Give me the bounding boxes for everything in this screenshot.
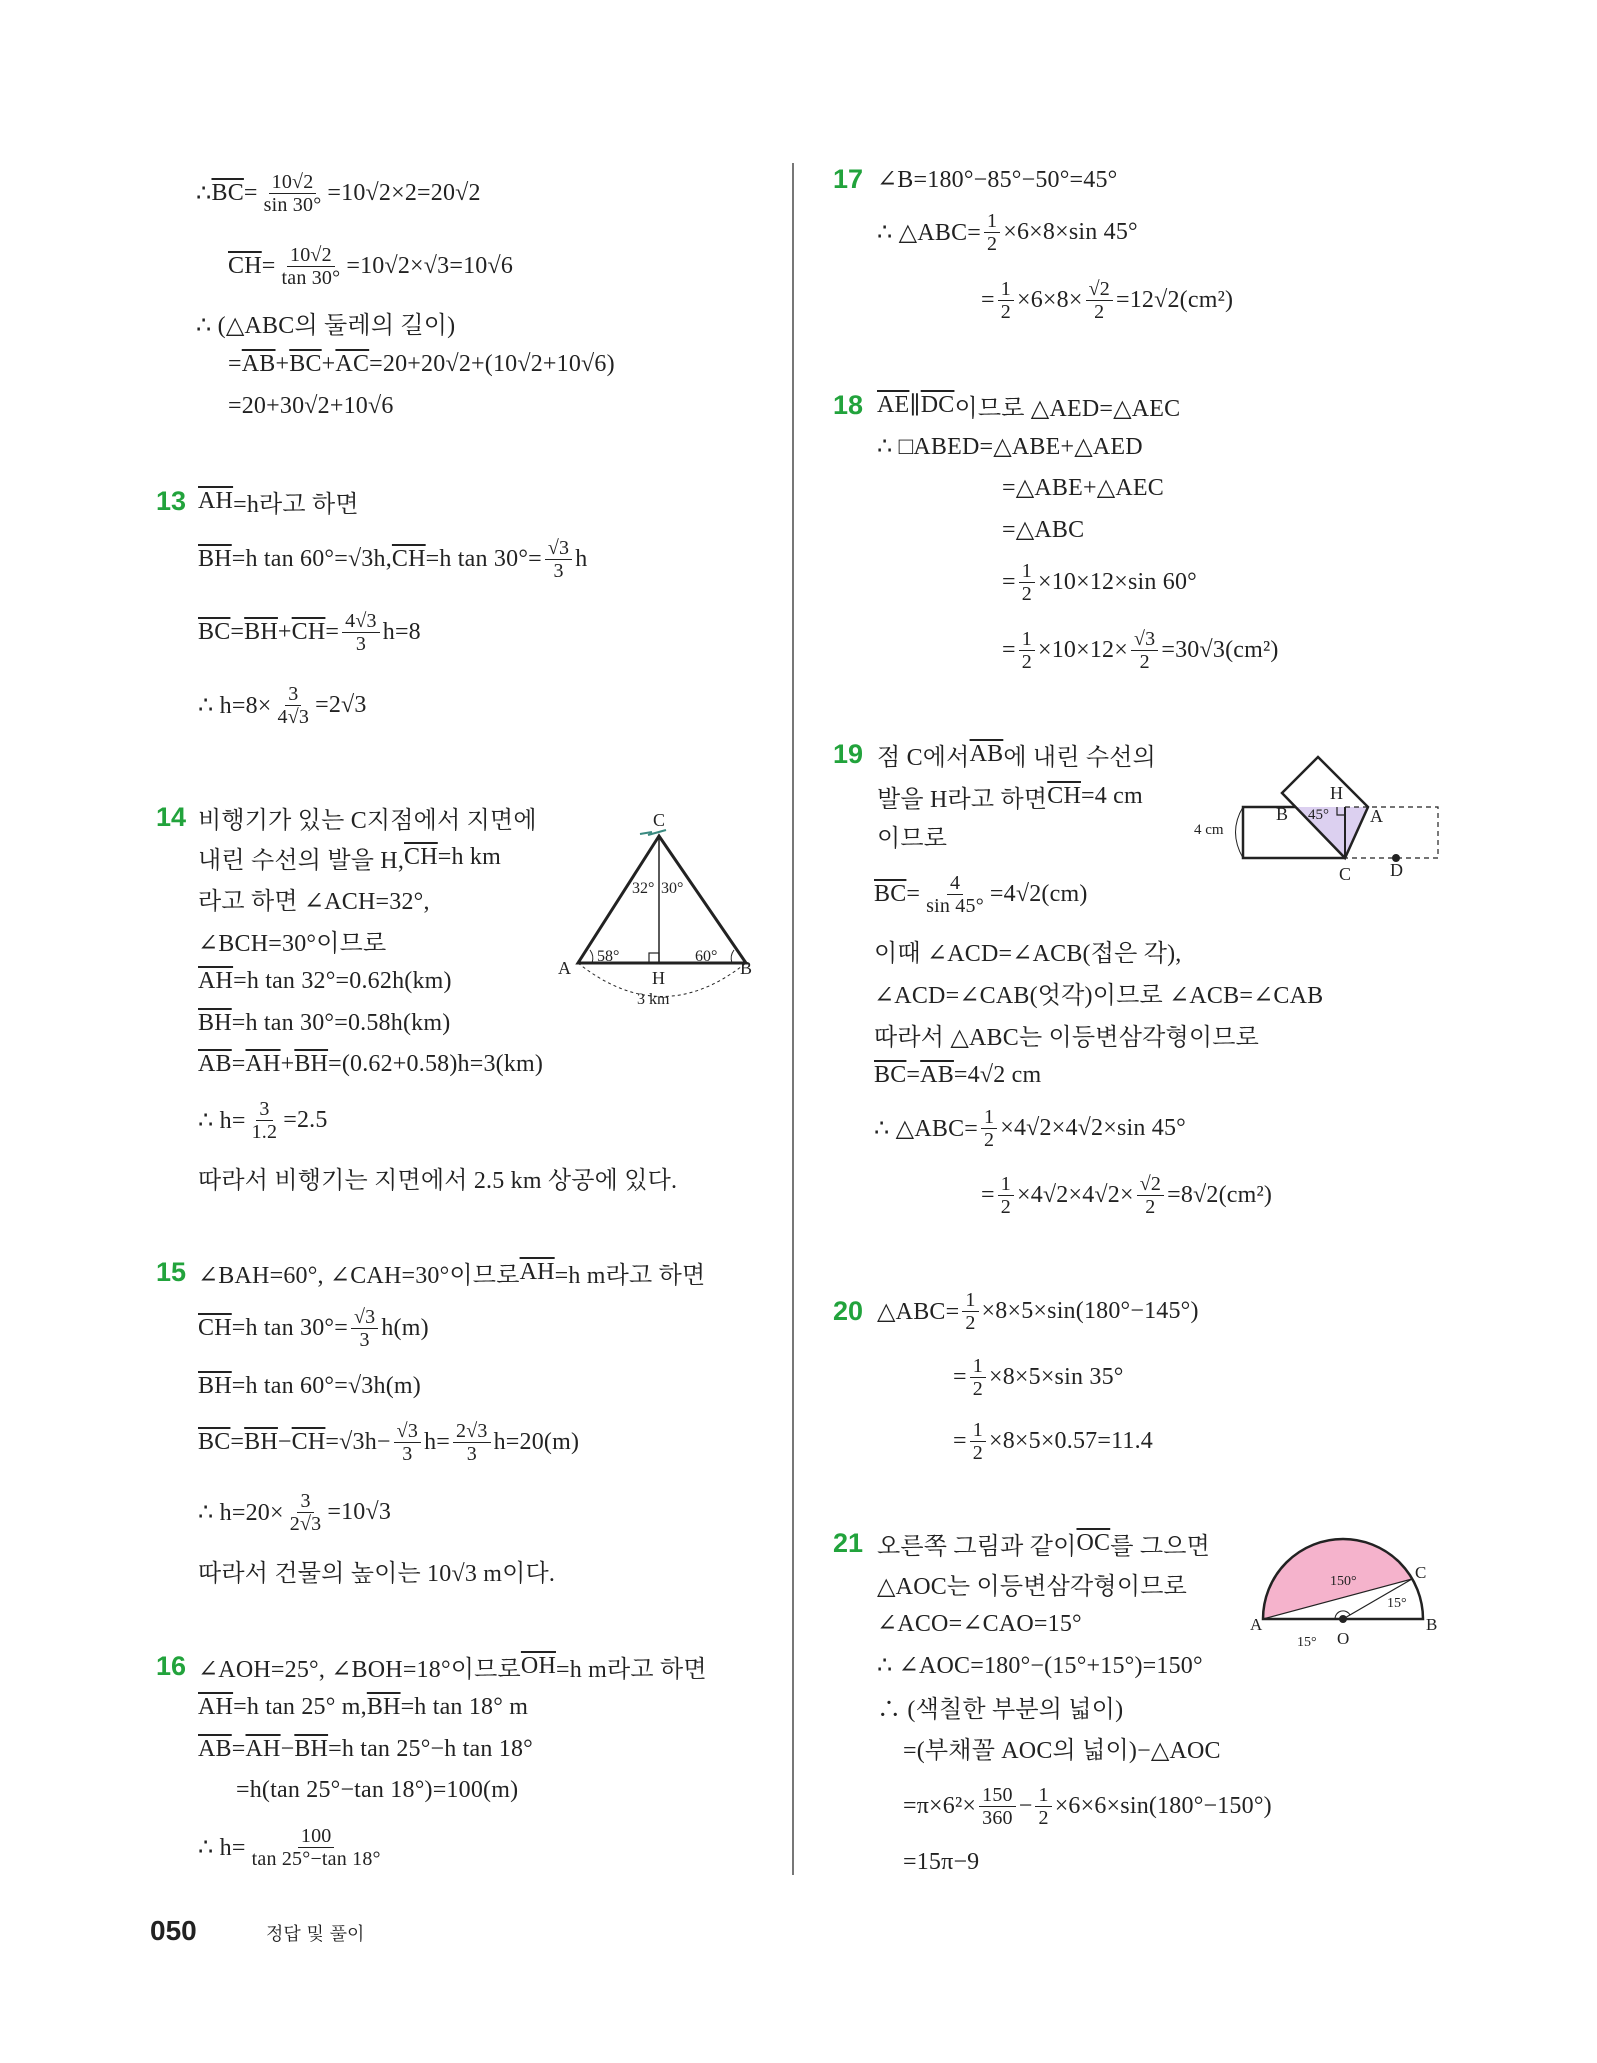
segment: $\overline{AB}$ <box>198 1050 232 1077</box>
segment: $\overline{BH}$ <box>198 1372 232 1399</box>
problem-number: 20 <box>833 1295 864 1326</box>
fraction: √3 3 <box>351 1306 378 1351</box>
fraction: 1 2 <box>984 210 1000 255</box>
label-angle-150: 150° <box>1330 1574 1357 1589</box>
fraction: 100 tan 25°−tan 18° <box>251 1824 381 1870</box>
label-angle-32: 32° <box>632 880 655 897</box>
segment: $\overline{BC}$ <box>198 1428 231 1455</box>
fraction: 1 2 <box>1035 1784 1051 1829</box>
math-line: = 1 2 ×10×12× √3 2 =30√3(cm²) <box>1002 627 1279 673</box>
segment: $\overline{DC}$ <box>920 391 955 418</box>
segment: $\overline{BH}$ <box>198 545 232 572</box>
label-a: A <box>558 958 571 978</box>
math-line: = $\overline{AB}$ + $\overline{BC}$ + $\overline{AC}$ =20+20√2+(10√2+10√6) <box>228 350 615 377</box>
math-line: $\overline{AH}$ =h tan 25° m, $\overline{BH}$ =h tan 18° m <box>198 1693 529 1720</box>
math-line: $\overline{AH}$ =h라고 하면 <box>198 487 359 518</box>
segment: $\overline{CH}$ <box>291 1428 326 1455</box>
problem-number: 17 <box>833 163 864 194</box>
label-o: O <box>1337 1629 1350 1648</box>
math-line: ∠ACD=∠CAB(엇각)이므로 ∠ACB=∠CAB <box>874 982 1324 1009</box>
label-b: B <box>1426 1615 1438 1634</box>
math-line: ∴ h=8× 3 4√3 =2√3 <box>198 682 367 728</box>
segment: $\overline{CH}$ <box>404 843 438 870</box>
segment: $\overline{OC}$ <box>1076 1529 1111 1556</box>
segment: $\overline{AB}$ <box>920 1061 954 1088</box>
label-a: A <box>1250 1615 1263 1634</box>
problem-number: 16 <box>156 1650 187 1681</box>
math-line: ∴ △ABC= 1 2 ×6×8×sin 45° <box>877 209 1138 255</box>
math-line: $\overline{AB}$ = $\overline{AH}$ + $\overline{BH}$ =(0.62+0.58)h=3(km) <box>198 1050 544 1077</box>
segment: $\overline{AH}$ <box>198 487 234 514</box>
label-c: C <box>653 810 666 830</box>
math-line: 라고 하면 ∠ACH=32°, <box>198 888 430 915</box>
segment: $\overline{BH}$ <box>244 618 278 645</box>
math-line: $\overline{AH}$ =h tan 32°=0.62h(km) <box>198 967 452 994</box>
segment: $\overline{AE}$ <box>877 391 910 418</box>
label-d: D <box>1390 860 1403 880</box>
math-line: =15π−9 <box>903 1848 980 1875</box>
math-line: = 1 2 ×4√2×4√2× √2 2 =8√2(cm²) <box>981 1172 1273 1218</box>
fraction: 3 1.2 <box>251 1097 278 1143</box>
math-line: 따라서 비행기는 지면에서 2.5 km 상공에 있다. <box>198 1167 678 1194</box>
fraction: 1 2 <box>962 1289 978 1334</box>
math-line: =π×6²× 150 360 − 1 2 ×6×6×sin(180°−150°) <box>903 1783 1272 1829</box>
math-line: =20+30√2+10√6 <box>228 392 394 419</box>
segment: $\overline{BC}$ <box>874 880 907 907</box>
math-line: ∴ △ABC= 1 2 ×4√2×4√2×sin 45° <box>874 1105 1186 1151</box>
math-line: = 1 2 ×6×8× √2 2 =12√2(cm²) <box>981 277 1234 323</box>
segment: $\overline{AB}$ <box>241 350 276 377</box>
math-line: $\overline{BC}$ = 4 sin 45° =4√2(cm) <box>874 871 1088 917</box>
segment: $\overline{AH}$ <box>198 967 234 994</box>
segment: $\overline{CH}$ <box>228 252 262 279</box>
problem-number: 15 <box>156 1256 187 1287</box>
math-line: =△ABC <box>1002 516 1085 543</box>
problem-number: 21 <box>833 1527 864 1558</box>
math-line: $\overline{BH}$ =h tan 60°=√3h, $\overline{CH}$ =h tan 30°= √3 3 h <box>198 536 588 582</box>
math-line: $\overline{AE}$ ∥ $\overline{DC}$ 이므로 △AED=△AEC <box>877 391 1181 422</box>
math-line: △ABC= 1 2 ×8×5×sin(180°−145°) <box>877 1288 1199 1334</box>
math-line: 발을 H라고 하면 $\overline{CH}$ =4 cm <box>877 782 1143 813</box>
fraction: 1 2 <box>981 1106 997 1151</box>
segment: $\overline{CH}$ <box>1047 782 1081 809</box>
math-line: ∠ACO=∠CAO=15° <box>877 1610 1082 1637</box>
math-line: =h(tan 25°−tan 18°)=100(m) <box>236 1776 519 1803</box>
math-line: △AOC는 이등변삼각형이므로 <box>877 1573 1187 1600</box>
label-c: C <box>1415 1563 1427 1582</box>
math-line: = 1 2 ×8×5×sin 35° <box>953 1354 1124 1400</box>
page-number: 050 <box>150 1915 197 1946</box>
problem-number: 13 <box>156 485 187 516</box>
math-line: $\overline{BC}$ = $\overline{BH}$ + $\overline{CH}$ = 4√3 3 h=8 <box>198 609 421 655</box>
label-side: 4 cm <box>1194 822 1224 838</box>
math-line: 오른쪽 그림과 같이 $\overline{OC}$ 를 그으면 <box>877 1529 1210 1560</box>
problem-number: 19 <box>833 738 864 769</box>
fraction: 150 360 <box>979 1784 1016 1829</box>
segment: $\overline{CH}$ <box>198 1314 232 1341</box>
segment: $\overline{BC}$ <box>874 1061 907 1088</box>
label-b: B <box>740 958 753 978</box>
segment: $\overline{BH}$ <box>294 1050 329 1077</box>
fraction: 1 2 <box>998 1173 1014 1218</box>
math-line: ∴ h=20× 3 2√3 =10√3 <box>198 1489 392 1535</box>
math-line: = 1 2 ×10×12×sin 60° <box>1002 559 1197 605</box>
segment: $\overline{AH}$ <box>198 1693 234 1720</box>
fraction: 1 2 <box>1019 560 1035 605</box>
fraction: 1 2 <box>970 1355 986 1400</box>
fraction: √3 2 <box>1131 628 1158 673</box>
math-line: 이므로 <box>877 825 948 852</box>
fraction: 3 4√3 <box>277 682 310 728</box>
math-line: ∴ $\overline{BC}$ = 10√2 sin 30° =10√2×2=20√2 <box>196 170 481 216</box>
label-c: C <box>1339 864 1352 884</box>
fraction: 1 2 <box>970 1419 986 1464</box>
fraction: 3 2√3 <box>289 1489 322 1535</box>
math-line: ∴ (색칠한 부분의 넓이) <box>877 1696 1124 1723</box>
fraction: √2 2 <box>1086 278 1113 323</box>
segment: $\overline{CH}$ <box>391 545 426 572</box>
fraction: 1 2 <box>1019 628 1035 673</box>
math-line: ∠BAH=60°, ∠CAH=30°이므로 $\overline{AH}$ =h m라고 하면 <box>198 1258 706 1289</box>
math-line: 따라서 건물의 높이는 10√3 m이다. <box>198 1560 556 1587</box>
label-angle-30: 30° <box>661 880 684 897</box>
math-line: ∴ □ABED=△ABE+△AED <box>877 433 1143 460</box>
segment: $\overline{CH}$ <box>291 618 326 645</box>
diagram-19-labels <box>1194 783 1403 884</box>
math-line: $\overline{BC}$ = $\overline{BH}$ − $\overline{CH}$ =√3h− √3 3 h= 2√3 3 h=20(m) <box>198 1419 580 1465</box>
segment: $\overline{AC}$ <box>335 350 370 377</box>
fraction: √2 2 <box>1137 1173 1164 1218</box>
math-line: ∠B=180°−85°−50°=45° <box>877 166 1118 193</box>
math-line: ∴ h= 3 1.2 =2.5 <box>198 1097 328 1143</box>
math-line: ∴ (△ABC의 둘레의 길이) <box>196 312 456 339</box>
fraction: √3 3 <box>545 537 572 582</box>
segment: $\overline{AH}$ <box>245 1050 281 1077</box>
label-angle-58: 58° <box>597 948 620 965</box>
math-line: = 1 2 ×8×5×0.57=11.4 <box>953 1418 1154 1464</box>
problem-number: 18 <box>833 389 864 420</box>
segment: $\overline{AB}$ <box>198 1735 232 1762</box>
math-line: 비행기가 있는 C지점에서 지면에 <box>198 807 537 834</box>
label-angle-15-a: 15° <box>1297 1635 1317 1650</box>
label-h: H <box>652 968 665 988</box>
label-angle-60: 60° <box>695 948 718 965</box>
fraction: 1 2 <box>998 278 1014 323</box>
label-angle-15-c: 15° <box>1387 1596 1407 1611</box>
math-line: =△ABE+△AEC <box>1002 474 1164 501</box>
label-angle-45: 45° <box>1308 807 1329 823</box>
segment: $\overline{AH}$ <box>519 1258 555 1285</box>
segment: $\overline{BC}$ <box>289 350 322 377</box>
math-line: 이때 ∠ACD=∠ACB(접은 각), <box>874 940 1182 967</box>
segment: $\overline{BC}$ <box>211 179 244 206</box>
math-line: 내린 수선의 발을 H, $\overline{CH}$ =h km <box>198 843 501 874</box>
math-line: $\overline{BH}$ =h tan 30°=0.58h(km) <box>198 1009 451 1036</box>
segment: $\overline{BH}$ <box>294 1735 329 1762</box>
fraction: 2√3 3 <box>453 1420 491 1465</box>
math-line: 따라서 △ABC는 이등변삼각형이므로 <box>874 1024 1259 1051</box>
segment: $\overline{AH}$ <box>245 1735 281 1762</box>
math-line: ∴ ∠AOC=180°−(15°+15°)=150° <box>877 1652 1203 1679</box>
segment: $\overline{BH}$ <box>366 1693 401 1720</box>
math-line: $\overline{BC}$ = $\overline{AB}$ =4√2 cm <box>874 1061 1042 1088</box>
math-line: $\overline{AB}$ = $\overline{AH}$ − $\overline{BH}$ =h tan 25°−h tan 18° <box>198 1735 533 1762</box>
math-line: $\overline{BH}$ =h tan 60°=√3h(m) <box>198 1372 421 1399</box>
problem-number: 14 <box>156 801 187 832</box>
segment: $\overline{AB}$ <box>969 740 1004 767</box>
math-line: 점 C에서 $\overline{AB}$ 에 내린 수선의 <box>877 740 1157 771</box>
footer-label: 정답 및 풀이 <box>266 1924 365 1945</box>
math-line: ∠AOH=25°, ∠BOH=18°이므로 $\overline{OH}$ =h m라고 하면 <box>198 1652 707 1683</box>
label-a: A <box>1370 806 1383 826</box>
label-h: H <box>1330 783 1343 803</box>
label-b: B <box>1276 804 1289 824</box>
fraction: 10√2 tan 30° <box>281 243 341 289</box>
math-line: $\overline{CH}$ =h tan 30°= √3 3 h(m) <box>198 1305 429 1351</box>
fraction: √3 3 <box>394 1420 421 1465</box>
segment: $\overline{OH}$ <box>520 1652 556 1679</box>
math-line: $\overline{CH}$ = 10√2 tan 30° =10√2×√3=10√6 <box>228 243 514 289</box>
diagram-19-fold <box>1236 757 1439 862</box>
fraction: 10√2 sin 30° <box>263 170 322 216</box>
segment: $\overline{BH}$ <box>198 1009 232 1036</box>
segment: $\overline{BC}$ <box>198 618 231 645</box>
math-line: ∠BCH=30°이므로 <box>198 930 387 957</box>
math-line: ∴ h= 100 tan 25°−tan 18° <box>198 1830 387 1864</box>
label-distance: 3 km <box>637 991 670 1008</box>
fraction: 4√3 3 <box>342 610 380 655</box>
fraction: 4 sin 45° <box>926 871 984 917</box>
segment: $\overline{BH}$ <box>244 1428 278 1455</box>
math-line: =(부채꼴 AOC의 넓이)−△AOC <box>903 1737 1221 1764</box>
